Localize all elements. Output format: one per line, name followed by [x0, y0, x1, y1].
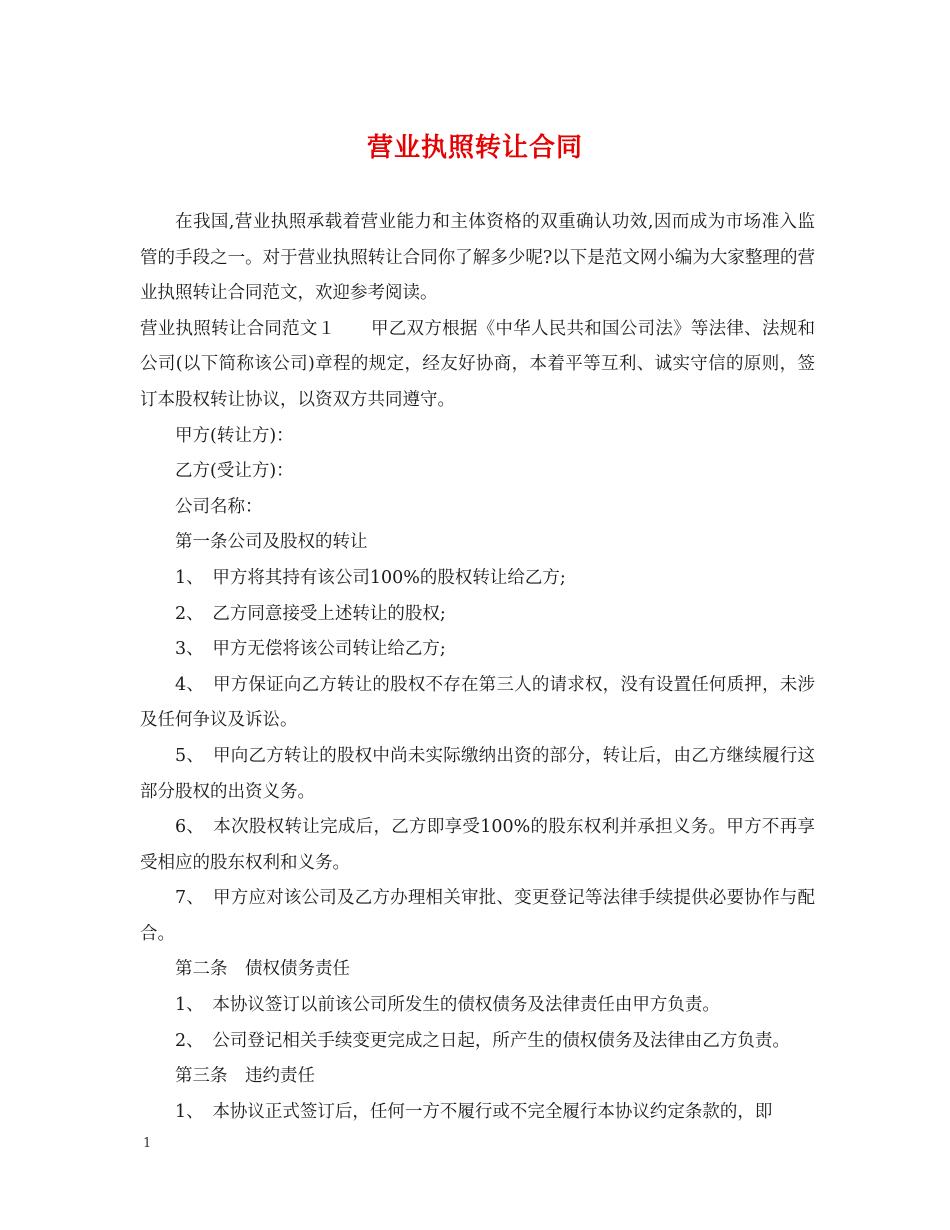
list-item: 7、 甲方应对该公司及乙方办理相关审批、变更登记等法律手续提供必要协作与配合。 [140, 888, 815, 944]
paragraph: 营业执照转让合同范文１ 甲乙双方根据《中华人民共和国公司法》等法律、法规和公司(以下简称该公司)章程的规定，经友好协商，本着平等互利、诚实守信的原则，签订本股权转让协议，以资双方共同遵守。 [140, 318, 815, 410]
list-item: 2、 乙方同意接受上述转让的股权; [175, 603, 446, 624]
document-body [140, 205, 815, 1130]
list-item: 1、 本协议签订以前该公司所发生的债权债务及法律责任由甲方负责。 [175, 995, 720, 1016]
section-heading: 第三条 违约责任 [175, 1066, 315, 1087]
section-heading: 第二条 债权债务责任 [175, 959, 350, 980]
paragraph: 乙方(受让方)： [175, 461, 294, 482]
paragraph: 公司名称： [175, 496, 263, 517]
list-item: 3、 甲方无偿将该公司转让给乙方; [175, 639, 446, 660]
list-item: 1、 本协议正式签订后，任何一方不履行或不完全履行本协议约定条款的，即 [175, 1101, 773, 1122]
page-number: 1 [143, 1136, 152, 1151]
paragraph: 在我国,营业执照承载着营业能力和主体资格的双重确认功效,因而成为市场准入监管的手段之一。对于营业执照转让合同你了解多少呢?以下是范文网小编为大家整理的营业执照转让合同范文，欢迎参考阅读。 [140, 212, 815, 304]
list-item: 1、 甲方将其持有该公司100%的股权转让给乙方; [175, 567, 566, 588]
section-heading: 第一条公司及股权的转让 [175, 532, 368, 553]
paragraph: 甲方(转让方)： [175, 425, 294, 446]
list-item: 6、 本次股权转让完成后，乙方即享受100%的股东权利并承担义务。甲方不再享受相应的股东权利和义务。 [140, 817, 815, 873]
list-item: 5、 甲向乙方转让的股权中尚未实际缴纳出资的部分，转让后，由乙方继续履行这部分股权的出资义务。 [140, 745, 815, 802]
list-item: 2、 公司登记相关手续变更完成之日起，所产生的债权债务及法律由乙方负责。 [175, 1030, 790, 1051]
document-title: 营业执照转让合同 [366, 133, 583, 163]
list-item: 4、 甲方保证向乙方转让的股权不存在第三人的请求权，没有设置任何质押，未涉及任何争议及诉讼。 [140, 674, 815, 731]
